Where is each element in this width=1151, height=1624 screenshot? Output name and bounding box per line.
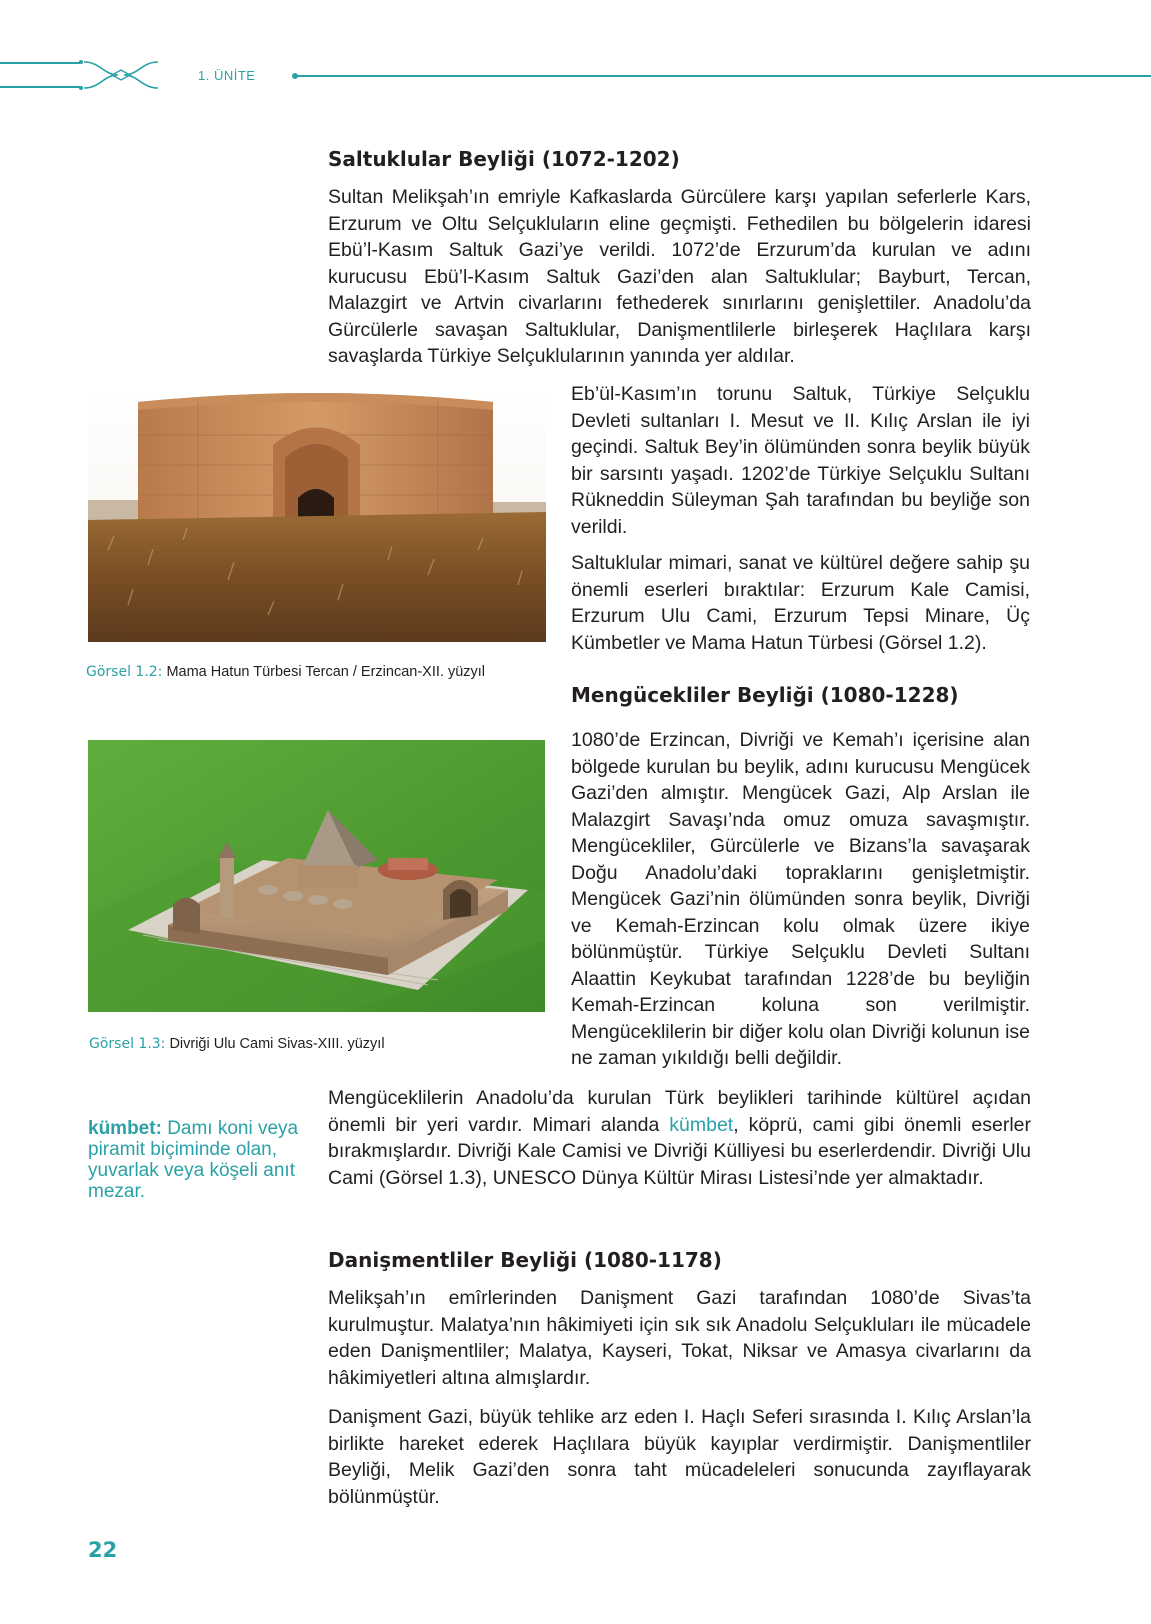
- paragraph-danismentliler-2: Danişment Gazi, büyük tehlike arz eden I. Haçlı Seferi sırasında I. Kılıç Arslan’la birlikte hareket ederek Haçlılara büyük kayıplar verdirmiştir. Danişmentliler Beyliği, Melik Gazi’den sonra taht mücadeleleri sonucunda zayıflayarak bölünmüştür.: [328, 1406, 1031, 1508]
- figure-caption-1-2: [86, 664, 485, 680]
- header-rule-right: [296, 75, 1151, 77]
- figure-caption-1-3: [89, 1036, 385, 1052]
- header-rule-left-top: [0, 62, 80, 64]
- paragraph-mengucekliler-2-before: Mengüceklilerin Anadolu’da kurulan Türk beylikleri tarihinde kültürel açıdan önemli bir yeri vardır. Mimari alanda: [328, 1087, 1031, 1136]
- paragraph-mengucekliler-1: 1080’de Erzincan, Divriği ve Kemah’ı içerisine alan bölgede kurulan bu beylik, adını kurucusu Mengücek Gazi’den almıştır. Mengücek Gazi, Alp Arslan ile Malazgirt Savaşı’nda omuz omuza savaşmıştır. Mengücekliler, Gürcülerle ve Bizans’la savaşarak Doğu Anadolu’daki topraklarını genişletmiştir. Mengücek Gazi’nin ölümünden sonra beylik, Divriği ve Kemah-Erzincan kolu olmak üzere ikiye bölünmüştür. Türkiye Selçuklu Devleti Sultanı Alaattin Keykubat tarafından 1228’de bu beyliğin Kemah-Erzincan koluna son verilmiştir. Mengüceklilerin bir diğer kolu olan Divriği kolunun ise ne zaman yıkıldığı belli değildir.: [571, 729, 1030, 1069]
- mama-hatun-tomb-photo: [88, 390, 546, 642]
- figure-label-1-3: Görsel 1.3:: [89, 1036, 166, 1052]
- header-rule-left-bottom: [0, 86, 80, 88]
- keyword-kumbet: kümbet: [669, 1113, 734, 1136]
- paragraph-mengucekliler-2: [328, 1085, 1031, 1191]
- paragraph-saltuklular-3: Saltuklular mimari, sanat ve kültürel değere sahip şu önemli eserleri bıraktılar: Erzurum Kale Camisi, Erzurum Ulu Cami, Erzurum Tepsi Minare, Üç Kümbetler ve Mama Hatun Türbesi (Görsel 1.2).: [571, 552, 1030, 654]
- page-number: 22: [88, 1538, 118, 1562]
- figure-text-1-2: Mama Hatun Türbesi Tercan / Erzincan-XII. yüzyıl: [166, 664, 486, 680]
- figure-label-1-2: Görsel 1.2:: [86, 664, 163, 680]
- header-ornament-icon: [78, 56, 168, 94]
- divrigi-mosque-photo: [88, 740, 545, 1012]
- paragraph-saltuklular-2: Eb’ül-Kasım’ın torunu Saltuk, Türkiye Selçuklu Devleti sultanları I. Mesut ve II. Kılıç Arslan ile iyi geçindi. Saltuk Bey’in ölümünden sonra beylik büyük bir sarsıntı yaşadı. 1202’de Türkiye Selçuklu Sultanı Rükneddin Süleyman Şah tarafından bu beyliğe son verildi.: [571, 383, 1030, 538]
- heading-mengucekliler: Mengücekliler Beyliği (1080-1228): [571, 683, 959, 707]
- unit-label: 1. ÜNİTE: [198, 68, 256, 83]
- paragraph-saltuklular-1: Sultan Melikşah’ın emriyle Kafkaslarda Gürcülere karşı yapılan seferlerle Kars, Erzurum ve Oltu Selçukluların eline geçmişti. Fethedilen bu bölgelerin idaresi Ebü’l-Kasım Saltuk Gazi’ye verildi. 1072’de Erzurum’da kurulan ve adını kurucusu Ebü’l-Kasım Saltuk Gazi’den alan Saltuklular; Bayburt, Tercan, Malazgirt ve Artvin civarlarını fethederek sınırlarını genişlettiler. Anadolu’da Gürcülerle savaşan Saltuklular, Danişmentlilerle birleşerek Haçlılara karşı savaşlarda Türkiye Selçuklularının yanında yer aldılar.: [328, 186, 1031, 367]
- glossary-term: kümbet:: [88, 1118, 162, 1139]
- figure-text-1-3: Divriği Ulu Cami Sivas-XIII. yüzyıl: [169, 1036, 385, 1052]
- heading-saltuklular: Saltuklular Beyliği (1072-1202): [328, 147, 680, 171]
- glossary-note: [88, 1118, 308, 1202]
- paragraph-mengucekliler-2-after: , köprü, cami gibi önemli eserler bırakmışlardır. Divriği Kale Camisi ve Divriği Külliyesi bu eserlerdendir. Divriği Ulu Cami (Görsel 1.3), UNESCO Dünya Kültür Mirası Listesi’nde yer almaktadır.: [328, 1113, 1032, 1189]
- paragraph-danismentliler-1: Melikşah’ın emîrlerinden Danişment Gazi tarafından 1080’de Sivas’ta kurulmuştur. Malatya’nın hâkimiyeti için sık sık Anadolu Selçukluları ile mücadele eden Danişmentliler; Malatya, Kayseri, Tokat, Niksar ve Amasya civarlarını da hâkimiyetleri altına almışlardır.: [328, 1287, 1031, 1389]
- heading-danismentliler: Danişmentliler Beyliği (1080-1178): [328, 1248, 722, 1272]
- glossary-definition: Damı koni veya piramit biçiminde olan, yuvarlak veya köşeli anıt mezar.: [88, 1118, 299, 1202]
